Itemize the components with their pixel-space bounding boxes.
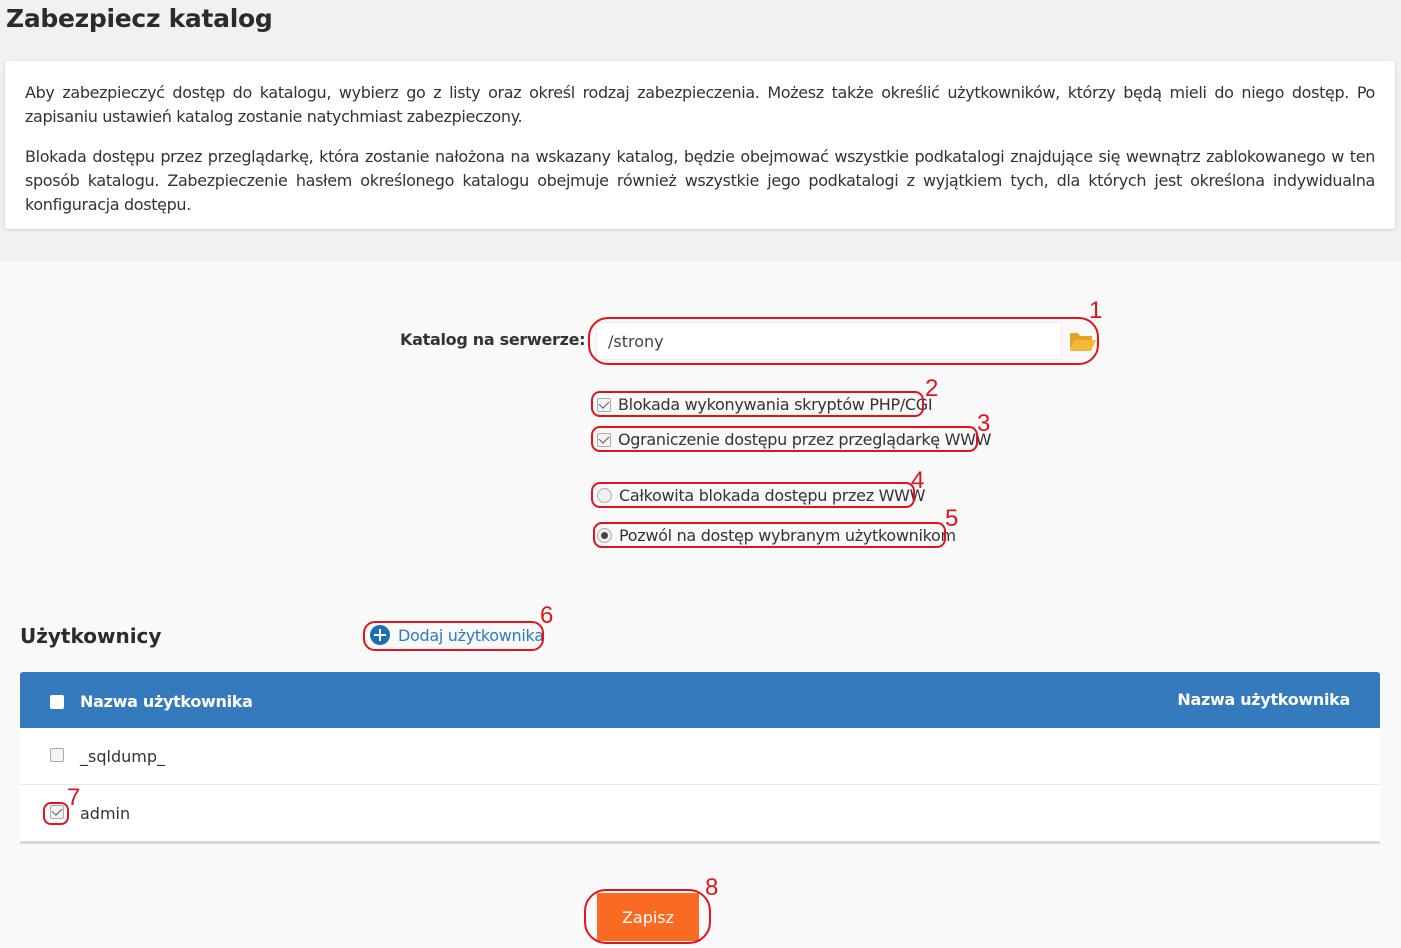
row-checkbox[interactable] [50,805,64,819]
info-panel [5,61,1395,229]
full-block-radio[interactable] [597,488,612,503]
annotation-number-3: 3 [977,410,991,437]
users-table [20,672,1380,844]
info-paragraph-2: Blokada dostępu przez przeglądarkę, która zostanie nałożona na wskazany katalog, będzie obejmować wszystkie podkatalogi znajdujące się wewnątrz zablokowanego w ten sposób katalogu. Zabezpieczenie hasłem określonego katalogu obejmuje również wszystkie jego podkatalogi z wyjątkiem tych, dla których jest określona indywidualna konfiguracja dostępu. [25,147,1375,214]
plus-circle-icon [370,625,390,645]
annotation-number-5: 5 [945,505,959,532]
allow-selected-radio[interactable] [597,528,612,543]
select-all-checkbox[interactable] [50,695,64,709]
allow-selected-label: Pozwól na dostęp wybranym użytkownikom [619,526,956,545]
table-row[interactable] [20,785,1380,842]
restrict-browser-checkbox[interactable] [597,433,611,447]
username-cell: admin [80,804,131,823]
username-cell: _sqldump_ [80,747,165,766]
annotation-number-4: 4 [911,467,925,494]
annotation-number-2: 2 [925,375,939,402]
folder-open-icon[interactable] [1068,328,1098,354]
users-section-title: Użytkownicy [20,624,162,648]
annotation-number-7: 7 [67,784,81,811]
info-paragraph-1: Aby zabezpieczyć dostęp do katalogu, wybierz go z listy oraz określ rodzaj zabezpieczenia. Możesz także określić użytkowników, którzy będą mieli do niego dostęp. Po zapisaniu ustawień katalog zostanie natychmiast zabezpieczony. [25,83,1375,126]
header-username-sort[interactable]: Nazwa użytkownika [1177,690,1350,709]
option-restrict-browser[interactable] [597,430,991,449]
row-checkbox[interactable] [50,748,64,762]
restrict-browser-label: Ograniczenie dostępu przez przeglądarkę WWW [618,430,992,449]
directory-label: Katalog na serwerze: [400,330,586,349]
block-scripts-checkbox[interactable] [597,398,611,412]
form-area [0,261,1401,948]
option-full-block[interactable] [597,486,925,505]
full-block-label: Całkowita blokada dostępu przez WWW [619,486,926,505]
annotation-number-1: 1 [1089,297,1103,324]
users-table-header [20,672,1380,728]
header-username: Nazwa użytkownika [80,692,253,711]
add-user-button[interactable] [370,625,544,645]
add-user-label: Dodaj użytkownika [398,625,544,645]
table-row[interactable] [20,728,1380,785]
directory-input[interactable] [596,322,1062,360]
save-button[interactable]: Zapisz [597,893,699,941]
option-allow-selected[interactable] [597,526,956,545]
annotation-number-6: 6 [540,602,554,629]
annotation-number-8: 8 [705,874,719,901]
block-scripts-label: Blokada wykonywania skryptów PHP/CGI [618,395,933,414]
option-block-scripts[interactable] [597,395,932,414]
page-title: Zabezpiecz katalog [6,4,273,33]
